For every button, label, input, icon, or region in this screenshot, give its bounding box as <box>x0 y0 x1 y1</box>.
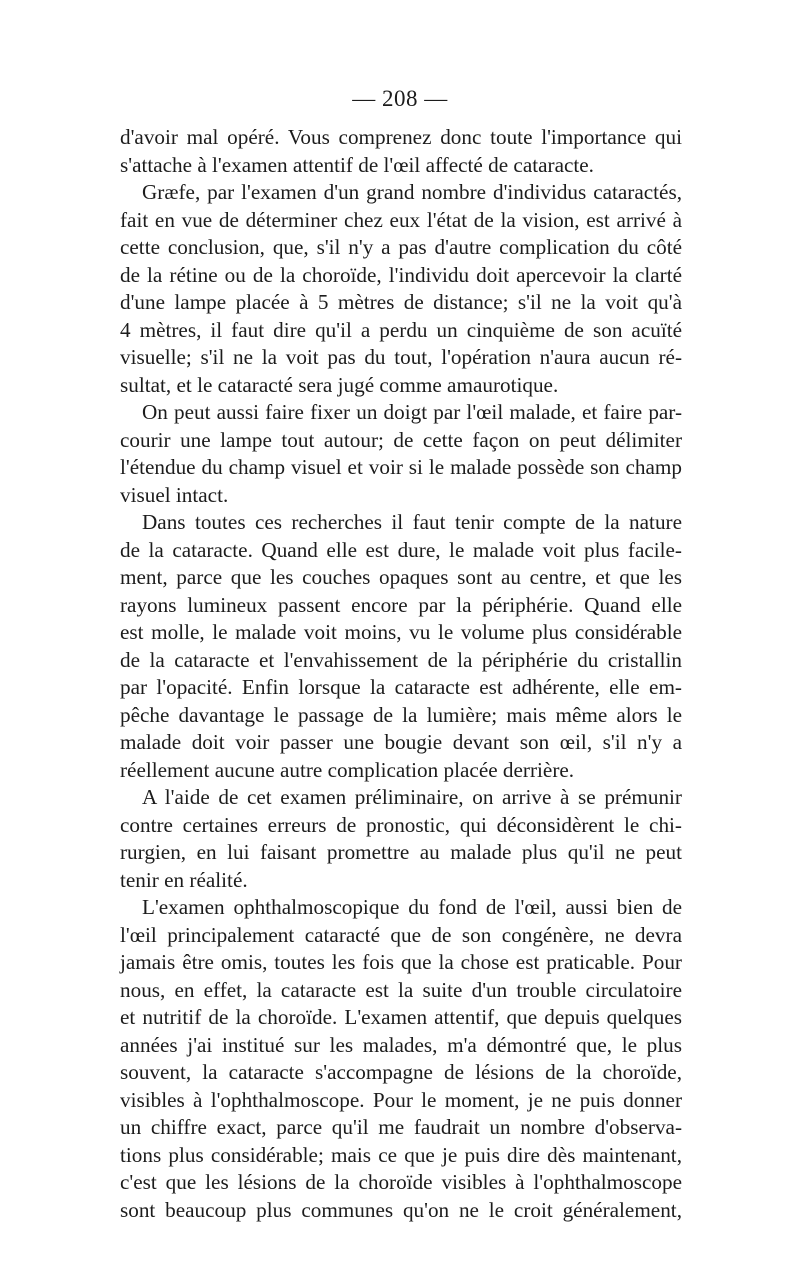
text-line: ment, parce que les couches opaques sont au centre, et que les <box>120 565 682 589</box>
text-line: et nutritif de la choroïde. L'examen attentif, que depuis quelques <box>120 1005 682 1029</box>
text-line: est molle, le malade voit moins, vu le volume plus considérable <box>120 620 682 644</box>
text-line: visuel intact. <box>120 482 229 507</box>
text-line: de la rétine ou de la choroïde, l'individu doit apercevoir la clarté <box>120 262 682 287</box>
text-line: L'examen ophthalmoscopique du fond de l'œil, aussi bien de <box>142 895 682 919</box>
text-line: années j'ai institué sur les malades, m'a démontré que, le plus <box>120 1032 682 1057</box>
text-line: tions plus considérable; mais ce que je puis dire dès maintenant, <box>120 1142 682 1167</box>
text-line: courir une lampe tout autour; de cette façon on peut délimiter <box>120 427 682 452</box>
text-line: On peut aussi faire fixer un doigt par l'œil malade, et faire par- <box>142 400 682 424</box>
text-line: l'étendue du champ visuel et voir si le malade possède son champ <box>120 455 682 479</box>
text-line: sultat, et le cataracté sera jugé comme amaurotique. <box>120 372 559 397</box>
text-line: Dans toutes ces recherches il faut tenir compte de la nature <box>142 510 682 534</box>
body-text <box>120 124 682 1224</box>
text-line: visibles à l'ophthalmoscope. Pour le moment, je ne puis donner <box>120 1087 682 1112</box>
text-line: nous, en effet, la cataracte est la suite d'un trouble circulatoire <box>120 977 682 1002</box>
text-line: jamais être omis, toutes les fois que la chose est praticable. Pour <box>120 950 682 974</box>
text-line: fait en vue de déterminer chez eux l'état de la vision, est arrivé à <box>120 207 682 232</box>
text-line: contre certaines erreurs de pronostic, qui déconsidèrent le chi- <box>120 812 682 837</box>
text-line: de la cataracte. Quand elle est dure, le malade voit plus facile- <box>120 537 682 562</box>
text-line: cette conclusion, que, s'il n'y a pas d'autre complication du côté <box>120 235 682 259</box>
text-line: A l'aide de cet examen préliminaire, on arrive à se prémunir <box>142 785 682 809</box>
text-line: de la cataracte et l'envahissement de la périphérie du cristallin <box>120 647 682 672</box>
text-line: réellement aucune autre complication placée derrière. <box>120 757 575 782</box>
text-line: c'est que les lésions de la choroïde visibles à l'ophthalmoscope <box>120 1170 682 1194</box>
text-line: s'attache à l'examen attentif de l'œil affecté de cataracte. <box>120 152 594 177</box>
text-line: Græfe, par l'examen d'un grand nombre d'individus cataractés, <box>142 180 682 204</box>
text-line: visuelle; s'il ne la voit pas du tout, l'opération n'aura aucun ré- <box>120 345 682 369</box>
text-line: pêche davantage le passage de la lumière; mais même alors le <box>120 702 682 727</box>
text-line: rurgien, en lui faisant promettre au malade plus qu'il ne peut <box>120 840 682 864</box>
text-line: sont beaucoup plus communes qu'on ne le croit généralement, <box>120 1197 682 1222</box>
text-line: un chiffre exact, parce qu'il me faudrait un nombre d'observa- <box>120 1115 682 1139</box>
text-line: tenir en réalité. <box>120 867 248 892</box>
text-line: par l'opacité. Enfin lorsque la cataracte est adhérente, elle em- <box>120 675 682 699</box>
text-line: d'une lampe placée à 5 mètres de distance; s'il ne la voit qu'à <box>120 290 682 314</box>
text-line: malade doit voir passer une bougie devant son œil, s'il n'y a <box>120 730 682 754</box>
page-number: — 208 — <box>352 86 448 111</box>
text-line: souvent, la cataracte s'accompagne de lésions de la choroïde, <box>120 1060 682 1084</box>
text-line: l'œil principalement cataracté que de son congénère, ne devra <box>120 922 682 947</box>
text-line: 4 mètres, il faut dire qu'il a perdu un cinquième de son acuïté <box>120 317 682 342</box>
text-line: d'avoir mal opéré. Vous comprenez donc toute l'importance qui <box>120 125 682 149</box>
text-line: rayons lumineux passent encore par la périphérie. Quand elle <box>120 592 682 617</box>
